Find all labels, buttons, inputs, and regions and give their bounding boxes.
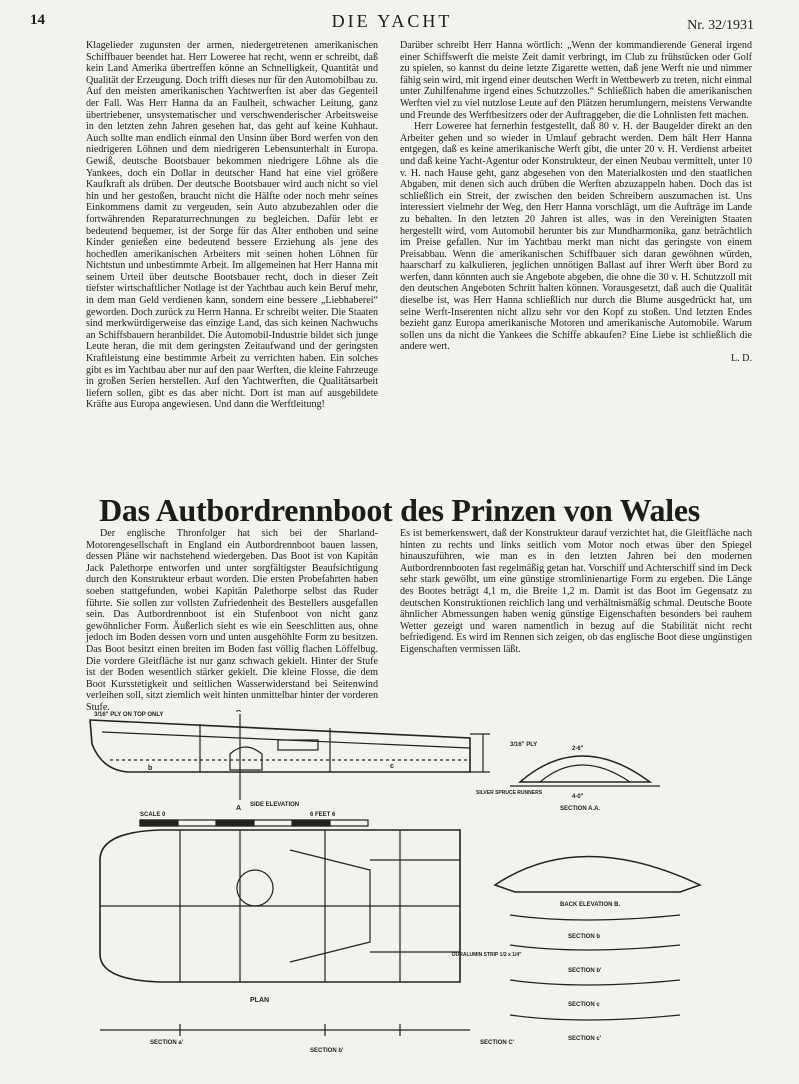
scale-bar (140, 812, 368, 826)
paragraph: Herr Loweree hat fernerhin festgestellt, daß 80 v. H. der Baugelder direkt an den Arbeiter gehen und so wieder in Umlauf gebracht werden. Dem hält Herr Hanna entgegen, daß es keine amerikanische Werft gibt, die unter 20 v. H. Verdienst arbeitet und daß keine Yacht-Agentur oder Konstrukteur, der einen Neubau vermittelt, unter 10 v. H. nach Hause geht, ganz abgesehen von den Materialkosten und den staatlichen Abgaben, mit denen sich auch drüben die Werften abzuzappeln haben. Doch das ist schließlich ein Streit, der zwischen den beiden Schreibern auszumachen ist. Uns interessiert vielmehr der Weg, den Herr Hanna vorschlägt, um die Aufträge im Lande zu behalten. In den letzten 20 Jahren ist alles, was in den Vereinigten Staaten hergestellt wird, vom Automobil herunter bis zur Mundharmonika, ganz beträchtlich im Preise gefallen. Nur im Yachtbau merkt man nicht das geringste von einem Preisabbau. Wenn die amerikanischen Schiffbauer sich daran gewöhnen würden, haarscharf zu kalkulieren, jeglichen unnötigen Ballast auf ihrer Werft über Bord zu werfen, dann könnten auch sie Angebote abgeben, die ohne die 30 v. H. Schutzzoll mit den deutschen Angeboten Schritt halten können. Vorausgesetzt, daß auch die Qualität dieselbe ist, was Herr Hanna schließlich nur durch die Blume ausgedrückt hat, um seine Werft-Inserenten nicht allzu sehr vor den Kopf zu stoßen. Und letzten Endes bezieht ganz Europa amerikanische Motoren und amerikanische Automobile. Warum sollen uns da nicht die Yankees die Schiffe abkaufen? Eine Liebe ist schließlich die andere wert. (400, 121, 752, 353)
side-elevation-label: SIDE ELEVATION (250, 802, 300, 808)
boat-plans-svg (40, 710, 780, 1075)
author-signature: L. D. (730, 353, 752, 365)
side-elevation (90, 710, 543, 812)
plan-view (100, 830, 460, 1004)
plan-label: PLAN (250, 997, 270, 1004)
dimension-label: 4-0" (572, 794, 584, 800)
section-letter: A (236, 710, 242, 714)
page-header (30, 10, 754, 36)
section-a-prime-label: SECTION a' (150, 1040, 184, 1046)
top-left-column (86, 40, 378, 485)
plan-section-marks (100, 1024, 515, 1054)
section-c2-label: SECTION c' (568, 1036, 602, 1042)
article-left-column (86, 528, 378, 713)
dimension-label: 2-6" (572, 746, 584, 752)
section-b-prime-label: SECTION b' (310, 1048, 344, 1054)
ply-top-label: 3/16" PLY ON TOP ONLY (94, 712, 164, 718)
article-headline: Das Autbordrennboot des Prinzen von Wales (99, 492, 700, 528)
back-elevation (495, 857, 700, 909)
section-b2-label: SECTION b' (568, 968, 602, 974)
paragraph: Es ist bemerkenswert, daß der Konstrukteur darauf verzichtet hat, die Gleitfläche nach hinten zu rechts und links seitlich vom Motor noch etwas über den Spiegel hinauszuführen, wie man es in den letzten Jahren bei den modernen Autbordrennbooten fast regelmäßig getan hat. Vorschiff und Achterschiff sind im Deck sehr stark gewölbt, um eine günstige stromlinienartige Form zu ergeben. Die Länge des Bootes beträgt 4,1 m, die Breite 1,2 m. Damit ist das Boot im Gegensatz zu deutschen Konstruktionen reichlich lang und verhältnismäßig schmal. Deutsche Boote ähnlicher Abmessungen haben wenig günstige Eigenschaften besonders bei rauhem Wetter gezeigt und waren namentlich in bezug auf die Stabilität nicht recht befriedigend. Es wird im Rennen sich zeigen, ob das englische Boot diese ungünstigen Eigenschaften vermissen läßt. (400, 528, 752, 655)
section-aa (510, 742, 660, 812)
section-letter: A (236, 805, 242, 812)
back-elevation-label: BACK ELEVATION B. (560, 902, 621, 908)
scale-right-label: 6 FEET 6 (310, 812, 336, 818)
paragraph: Der englische Thronfolger hat sich bei der Sharland-Motorengesellschaft in England ein Autbordrennboot bauen lassen, dessen Pläne wir nachstehend wiedergeben. Das Boot ist von Kapitän Jack Palethorpe entworfen und unter sorgfältigster Beaufsichtigung durch den Konstrukteur erbaut worden. Die ersten Probefahrten haben soeben stattgefunden, wobei Kapitän Palethorpe selbst das Ruder führte. Sie sollen zur vollsten Zufriedenheit des Bestellers ausgefallen sein. Das Autbordrennboot ist ein Stufenboot von nicht ganz gewöhnlicher Form. Äußerlich sieht es wie ein Seeschlitten aus, ohne jedoch im Boden dessen vorn und unten ausgehöhlte Form zu besitzen. Das Boot besitzt einen breiten im Boden fast völlig flachen Löffelbug. Die vordere Gleitfläche ist nur ganz schwach gekielt. Hinter der Stufe ist der Boden wesentlich stärker gekielt. Die kleine Flosse, die dem Boot Kursstetigkeit und seitlichen Wasserwiderstand bei Seitenwind verleihen soll, sitzt ziemlich weit hinten unmittelbar hinter der vorderen Stufe. (86, 528, 378, 713)
ply-right-label: 3/16" PLY (510, 742, 538, 748)
scale-left-label: SCALE 0 (140, 812, 166, 818)
silver-spruce-label: SILVER SPRUCE RUNNERS (476, 790, 543, 796)
section-c-label: SECTION c (568, 1002, 600, 1008)
section-c-prime-label: SECTION C' (480, 1040, 515, 1046)
section-b-label: SECTION b (568, 934, 601, 940)
page-number: 14 (30, 12, 45, 28)
section-letter: b (148, 765, 153, 772)
section-aa-label: SECTION A.A. (560, 806, 601, 812)
boat-plans-drawing (40, 710, 780, 1075)
section-letter: c (390, 763, 394, 770)
article-right-column (400, 528, 752, 706)
duralumin-label: DURALUMIN STRIP 1/2 x 1/4" (452, 952, 522, 958)
top-right-column (400, 40, 752, 485)
cross-sections (452, 915, 680, 1042)
paragraph: Klagelieder zugunsten der armen, niedergetretenen amerikanischen Schiffbauer beendet hat. Herr Loweree hat recht, wenn er schreibt, daß kein Land Amerika übertreffen könne an Schnelligkeit, Quantität und Qualität der Erzeugung. Doch trifft dieses nur für den Automobilbau zu. Auf den meisten amerikanischen Yachtwerften ist aber das Gegenteil der Fall. Was Herr Hanna da an Faulheit, schwacher Leitung, ganz übertriebener, unsystematischer und verschwenderischer Arbeitsweise in den letzten zehn Jahren gesehen hat, das geht auf keine Kuhhaut. Auch sollte man endlich einmal den Unsinn über Bord werfen von den niedrigeren Löhnen und dem niedrigeren Lebensunterhalt in Europa. Gewiß, deutsche Bootsbauer bekommen niedrigere Löhne als die Yankees, doch ein Dollar in deutscher Hand hat eine viel größere Kaufkraft als drüben. Der deutsche Bootsbauer wird auch nicht so viel hin und her gestoßen, braucht nicht die Hälfte oder noch mehr seines Einkommens damit zu vergeuden, sein Auto abzubezahlen oder die fortwährenden Reparaturrechnungen zu begleichen. Dafür lebt er bedeutend bequemer, ist der Sorge für das Alter enthoben und seine Kinder genießen eine bedeutend bessere Erziehung als jene des hochedlen amerikanischen Arbeiters mit seinen hohen Löhnen für Nichtstun und unbestimmte Arbeit. Im allgemeinen hat Herr Hanna mit seinem Urteil über deutsche Bootsbauer recht, doch in dieser Zeit tiefster wirtschaftlicher Notlage ist der Yachtbau auch kein Beruf mehr, in dem man Geld verdienen kann, sondern eine bessere „Liebhaberei“ geworden. Doch zurück zu Herrn Hanna. Er schreibt weiter. Die Staaten sind merkwürdigerweise das einzige Land, das sich keinen Nachwuchs an Schiffsbauern heranbildet. Die Automobil-Industrie bildet sich junge Leute heran, die mit dem geringsten Zeitaufwand und der geringsten Kraftleistung eine bestimmte Arbeit zu verrichten haben. Ein solches gibt es im Yachtbau aber nur auf den paar Werften, die kleine Fahrzeuge in großen Serien herstellen. Auf den Yachtwerften, die Qualitätsarbeit liefern sollen, gibt es das aber nicht. Dort ist man auf ausgebildete Kräfte aus Europa angewiesen. Und dann die Werftleitung! (86, 40, 378, 411)
paragraph: Darüber schreibt Herr Hanna wörtlich: „Wenn der kommandierende General irgend einer Schiffswerft die meiste Zeit damit verbringt, im Club zu frühstücken oder Golf zu spielen, so kannst du deine letzte Zigarette wetten, daß jene Werft nie und nimmer fähig sein wird, mit irgend einer deutschen Werft in Wettbewerb zu treten, nicht einmal unter Zuhilfenahme irgend eines Schutzzolles.“ Schließlich haben die amerikanischen Werften viel zu viel nutzlose Leute auf den Plätzen herumlungern, meistens Verwandte und Freunde des Werftbesitzers oder der Auftraggeber, die die Lohnlisten fett machen. (400, 40, 752, 121)
issue-number: Nr. 32/1931 (687, 18, 754, 33)
journal-title: DIE YACHT (331, 11, 453, 31)
